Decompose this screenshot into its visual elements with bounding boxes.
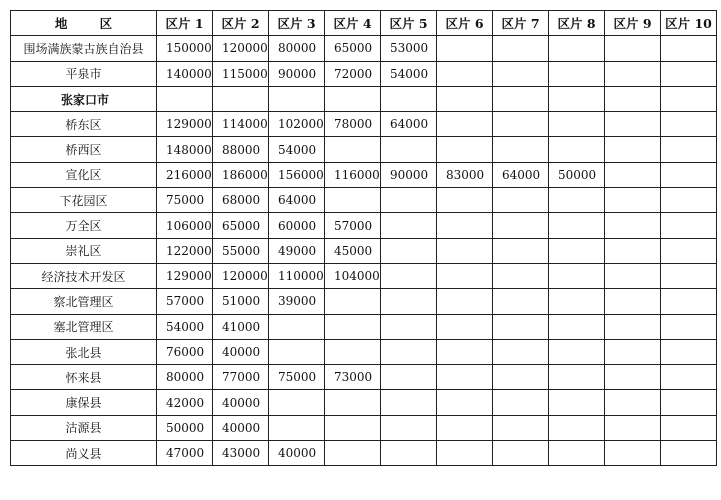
region-cell: 桥东区 bbox=[11, 112, 157, 137]
region-cell: 察北管理区 bbox=[11, 289, 157, 314]
value-cell: 90000 bbox=[269, 61, 325, 86]
value-cell bbox=[493, 314, 549, 339]
value-cell: 116000 bbox=[325, 162, 381, 187]
value-cell bbox=[661, 314, 717, 339]
region-cell: 下花园区 bbox=[11, 188, 157, 213]
value-cell bbox=[549, 36, 605, 61]
header-row bbox=[11, 11, 717, 36]
value-cell: 104000 bbox=[325, 263, 381, 288]
header-zone-9: 区片 9 bbox=[605, 11, 661, 36]
value-cell bbox=[493, 36, 549, 61]
value-cell bbox=[549, 137, 605, 162]
value-cell bbox=[493, 339, 549, 364]
value-cell bbox=[549, 365, 605, 390]
value-cell bbox=[661, 365, 717, 390]
value-cell bbox=[605, 61, 661, 86]
value-cell: 114000 bbox=[213, 112, 269, 137]
value-cell bbox=[549, 238, 605, 263]
value-cell: 47000 bbox=[157, 441, 213, 466]
value-cell bbox=[381, 339, 437, 364]
value-cell bbox=[381, 86, 437, 111]
value-cell: 50000 bbox=[157, 415, 213, 440]
value-cell bbox=[325, 314, 381, 339]
value-cell bbox=[661, 36, 717, 61]
value-cell: 120000 bbox=[213, 263, 269, 288]
value-cell bbox=[381, 289, 437, 314]
value-cell bbox=[437, 415, 493, 440]
value-cell bbox=[325, 415, 381, 440]
value-cell bbox=[605, 162, 661, 187]
header-zone-7: 区片 7 bbox=[493, 11, 549, 36]
value-cell bbox=[549, 263, 605, 288]
value-cell: 129000 bbox=[157, 263, 213, 288]
value-cell bbox=[661, 86, 717, 111]
table-row bbox=[11, 36, 717, 61]
value-cell bbox=[437, 365, 493, 390]
value-cell: 102000 bbox=[269, 112, 325, 137]
value-cell bbox=[605, 289, 661, 314]
value-cell bbox=[605, 36, 661, 61]
value-cell: 88000 bbox=[213, 137, 269, 162]
region-cell: 塞北管理区 bbox=[11, 314, 157, 339]
value-cell: 75000 bbox=[269, 365, 325, 390]
value-cell bbox=[605, 415, 661, 440]
value-cell bbox=[549, 188, 605, 213]
value-cell bbox=[493, 289, 549, 314]
header-zone-1: 区片 1 bbox=[157, 11, 213, 36]
table-row bbox=[11, 365, 717, 390]
header-zone-10: 区片 10 bbox=[661, 11, 717, 36]
value-cell: 140000 bbox=[157, 61, 213, 86]
value-cell bbox=[269, 314, 325, 339]
value-cell: 75000 bbox=[157, 188, 213, 213]
value-cell bbox=[325, 289, 381, 314]
value-cell bbox=[381, 365, 437, 390]
value-cell bbox=[605, 188, 661, 213]
table-row bbox=[11, 112, 717, 137]
value-cell bbox=[661, 238, 717, 263]
value-cell bbox=[661, 390, 717, 415]
value-cell bbox=[213, 86, 269, 111]
table-row bbox=[11, 86, 717, 111]
value-cell bbox=[269, 415, 325, 440]
table-row bbox=[11, 213, 717, 238]
value-cell bbox=[661, 339, 717, 364]
value-cell: 64000 bbox=[493, 162, 549, 187]
value-cell bbox=[549, 390, 605, 415]
value-cell bbox=[549, 61, 605, 86]
value-cell bbox=[325, 137, 381, 162]
table-row bbox=[11, 188, 717, 213]
value-cell bbox=[549, 86, 605, 111]
value-cell bbox=[437, 61, 493, 86]
value-cell: 80000 bbox=[269, 36, 325, 61]
value-cell bbox=[549, 213, 605, 238]
value-cell bbox=[549, 289, 605, 314]
table-row bbox=[11, 314, 717, 339]
value-cell: 40000 bbox=[213, 390, 269, 415]
value-cell bbox=[605, 390, 661, 415]
value-cell: 41000 bbox=[213, 314, 269, 339]
header-zone-2: 区片 2 bbox=[213, 11, 269, 36]
value-cell bbox=[269, 86, 325, 111]
value-cell bbox=[437, 441, 493, 466]
value-cell bbox=[605, 213, 661, 238]
value-cell bbox=[661, 162, 717, 187]
table-row bbox=[11, 263, 717, 288]
value-cell bbox=[437, 137, 493, 162]
value-cell bbox=[437, 390, 493, 415]
value-cell: 54000 bbox=[269, 137, 325, 162]
value-cell bbox=[661, 289, 717, 314]
value-cell bbox=[493, 112, 549, 137]
value-cell: 64000 bbox=[381, 112, 437, 137]
value-cell bbox=[605, 314, 661, 339]
value-cell: 106000 bbox=[157, 213, 213, 238]
value-cell: 122000 bbox=[157, 238, 213, 263]
value-cell: 73000 bbox=[325, 365, 381, 390]
header-zone-6: 区片 6 bbox=[437, 11, 493, 36]
region-cell: 崇礼区 bbox=[11, 238, 157, 263]
value-cell bbox=[437, 263, 493, 288]
value-cell bbox=[437, 238, 493, 263]
header-zone-8: 区片 8 bbox=[549, 11, 605, 36]
value-cell bbox=[493, 441, 549, 466]
value-cell bbox=[493, 213, 549, 238]
value-cell bbox=[325, 188, 381, 213]
value-cell bbox=[381, 137, 437, 162]
region-cell: 张家口市 bbox=[11, 86, 157, 111]
region-cell: 经济技术开发区 bbox=[11, 263, 157, 288]
value-cell bbox=[493, 188, 549, 213]
value-cell bbox=[605, 238, 661, 263]
value-cell bbox=[493, 390, 549, 415]
region-cell: 万全区 bbox=[11, 213, 157, 238]
value-cell bbox=[381, 188, 437, 213]
value-cell: 148000 bbox=[157, 137, 213, 162]
value-cell bbox=[605, 137, 661, 162]
value-cell bbox=[269, 339, 325, 364]
value-cell bbox=[605, 365, 661, 390]
value-cell: 42000 bbox=[157, 390, 213, 415]
table-row bbox=[11, 415, 717, 440]
table-row bbox=[11, 441, 717, 466]
table-row bbox=[11, 289, 717, 314]
value-cell bbox=[437, 314, 493, 339]
value-cell bbox=[381, 213, 437, 238]
value-cell: 120000 bbox=[213, 36, 269, 61]
table-body bbox=[11, 36, 717, 466]
value-cell: 76000 bbox=[157, 339, 213, 364]
value-cell: 45000 bbox=[325, 238, 381, 263]
value-cell bbox=[437, 188, 493, 213]
value-cell: 51000 bbox=[213, 289, 269, 314]
region-cell: 尚义县 bbox=[11, 441, 157, 466]
value-cell bbox=[661, 213, 717, 238]
value-cell bbox=[661, 137, 717, 162]
value-cell bbox=[493, 365, 549, 390]
value-cell: 54000 bbox=[157, 314, 213, 339]
value-cell bbox=[493, 86, 549, 111]
table-row bbox=[11, 137, 717, 162]
value-cell bbox=[437, 213, 493, 238]
table-row bbox=[11, 390, 717, 415]
header-zone-3: 区片 3 bbox=[269, 11, 325, 36]
value-cell: 129000 bbox=[157, 112, 213, 137]
header-zone-5: 区片 5 bbox=[381, 11, 437, 36]
value-cell bbox=[661, 188, 717, 213]
value-cell bbox=[661, 112, 717, 137]
value-cell bbox=[269, 390, 325, 415]
value-cell bbox=[437, 36, 493, 61]
value-cell: 186000 bbox=[213, 162, 269, 187]
table-row bbox=[11, 61, 717, 86]
value-cell bbox=[493, 137, 549, 162]
value-cell: 60000 bbox=[269, 213, 325, 238]
value-cell bbox=[493, 263, 549, 288]
value-cell: 39000 bbox=[269, 289, 325, 314]
value-cell bbox=[437, 86, 493, 111]
value-cell bbox=[549, 314, 605, 339]
region-cell: 沽源县 bbox=[11, 415, 157, 440]
value-cell: 115000 bbox=[213, 61, 269, 86]
value-cell: 43000 bbox=[213, 441, 269, 466]
value-cell: 64000 bbox=[269, 188, 325, 213]
value-cell bbox=[325, 390, 381, 415]
value-cell bbox=[549, 441, 605, 466]
value-cell bbox=[381, 263, 437, 288]
value-cell: 65000 bbox=[325, 36, 381, 61]
value-cell: 156000 bbox=[269, 162, 325, 187]
value-cell bbox=[661, 263, 717, 288]
value-cell: 80000 bbox=[157, 365, 213, 390]
value-cell: 50000 bbox=[549, 162, 605, 187]
value-cell: 216000 bbox=[157, 162, 213, 187]
value-cell: 72000 bbox=[325, 61, 381, 86]
value-cell: 40000 bbox=[213, 415, 269, 440]
value-cell: 53000 bbox=[381, 36, 437, 61]
value-cell: 55000 bbox=[213, 238, 269, 263]
value-cell bbox=[605, 86, 661, 111]
value-cell bbox=[437, 339, 493, 364]
value-cell bbox=[381, 441, 437, 466]
region-cell: 怀来县 bbox=[11, 365, 157, 390]
value-cell: 150000 bbox=[157, 36, 213, 61]
value-cell bbox=[381, 390, 437, 415]
value-cell: 40000 bbox=[213, 339, 269, 364]
region-cell: 平泉市 bbox=[11, 61, 157, 86]
value-cell bbox=[549, 415, 605, 440]
value-cell bbox=[157, 86, 213, 111]
value-cell: 110000 bbox=[269, 263, 325, 288]
value-cell: 68000 bbox=[213, 188, 269, 213]
value-cell bbox=[381, 314, 437, 339]
value-cell bbox=[325, 441, 381, 466]
value-cell bbox=[325, 86, 381, 111]
value-cell bbox=[661, 415, 717, 440]
value-cell bbox=[661, 61, 717, 86]
table-row bbox=[11, 238, 717, 263]
value-cell bbox=[493, 238, 549, 263]
value-cell: 83000 bbox=[437, 162, 493, 187]
region-cell: 康保县 bbox=[11, 390, 157, 415]
value-cell: 65000 bbox=[213, 213, 269, 238]
value-cell bbox=[325, 339, 381, 364]
value-cell: 54000 bbox=[381, 61, 437, 86]
value-cell bbox=[381, 415, 437, 440]
value-cell bbox=[493, 415, 549, 440]
table-row bbox=[11, 339, 717, 364]
value-cell bbox=[381, 238, 437, 263]
value-cell bbox=[661, 441, 717, 466]
header-zone-4: 区片 4 bbox=[325, 11, 381, 36]
value-cell bbox=[437, 289, 493, 314]
value-cell: 57000 bbox=[157, 289, 213, 314]
value-cell bbox=[605, 339, 661, 364]
region-cell: 宣化区 bbox=[11, 162, 157, 187]
value-cell bbox=[549, 339, 605, 364]
value-cell bbox=[605, 112, 661, 137]
region-cell: 围场满族蒙古族自治县 bbox=[11, 36, 157, 61]
land-price-table bbox=[10, 10, 717, 466]
value-cell: 57000 bbox=[325, 213, 381, 238]
value-cell bbox=[549, 112, 605, 137]
table-row bbox=[11, 162, 717, 187]
value-cell: 77000 bbox=[213, 365, 269, 390]
value-cell bbox=[605, 263, 661, 288]
region-cell: 桥西区 bbox=[11, 137, 157, 162]
value-cell: 49000 bbox=[269, 238, 325, 263]
value-cell: 90000 bbox=[381, 162, 437, 187]
value-cell: 40000 bbox=[269, 441, 325, 466]
value-cell bbox=[437, 112, 493, 137]
value-cell bbox=[605, 441, 661, 466]
region-cell: 张北县 bbox=[11, 339, 157, 364]
header-region: 地 区 bbox=[11, 11, 157, 36]
value-cell: 78000 bbox=[325, 112, 381, 137]
value-cell bbox=[493, 61, 549, 86]
